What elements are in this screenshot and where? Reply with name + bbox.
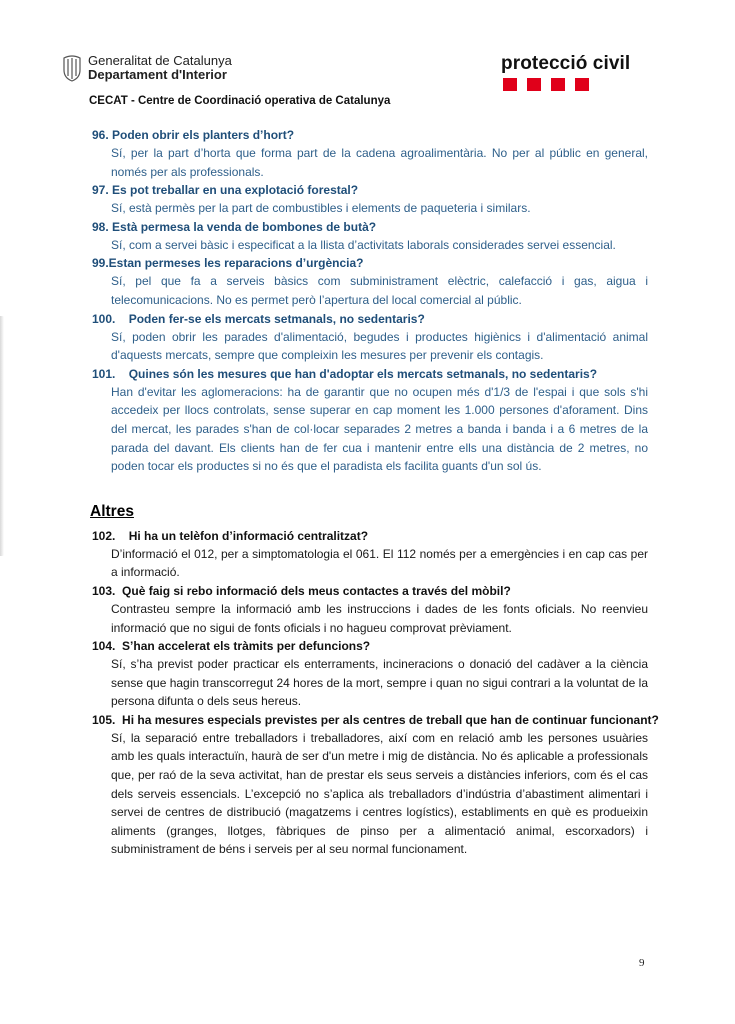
department-name: Departament d'Interior — [88, 67, 227, 82]
red-square — [527, 78, 541, 91]
faq-black-section — [92, 527, 659, 859]
faq-item — [92, 711, 659, 859]
faq-question: 96. Poden obrir els planters d’hort? — [92, 128, 295, 142]
section-title-altres: Altres — [90, 502, 134, 520]
faq-question: 104. S’han accelerat els tràmits per defuncions? — [92, 639, 371, 654]
faq-answer: Sí, poden obrir les parades d'alimentació, begudes i productes higiènics i d'alimentació animal d'aquests mercats, sempre que compleixin les mesures per prevenir els contagis. — [111, 329, 648, 363]
faq-item — [92, 310, 648, 365]
faq-answer: Contrasteu sempre la informació amb les instruccions i dades de les fonts oficials. No reenvieu informació que no sigui de fonts oficials i no hagueu comprovat prèviament. — [111, 601, 648, 635]
proteccio-civil-title: protecció civil — [501, 53, 631, 74]
generalitat-emblem-icon — [62, 54, 82, 82]
faq-item — [92, 181, 648, 218]
faq-question: 103. Què faig si rebo informació dels meus contactes a través del mòbil? — [92, 583, 511, 598]
cecat-header: CECAT - Centre de Coordinació operativa de Catalunya — [89, 95, 391, 107]
faq-answer: Sí, està permès per la part de combustibles i elements de paqueteria i similars. — [111, 201, 531, 216]
faq-blue-section — [92, 126, 648, 476]
faq-item — [92, 126, 648, 181]
red-square — [551, 78, 565, 91]
faq-item — [92, 365, 648, 476]
faq-content — [90, 126, 659, 859]
faq-question: 101. Quines són les mesures que han d'adoptar els mercats setmanals, no sedentaris? — [92, 366, 598, 381]
red-square — [503, 78, 517, 91]
faq-item — [92, 254, 648, 309]
faq-answer: Han d'evitar les aglomeracions: ha de garantir que no ocupen més d'1/3 de l'espai i que sols s'hi accedeix per llocs controlats, sense superar en cap moment les 1.000 persones d'aforament. Dins del mercat, les parades s'han de col·locar separades 2 metres a banda i banda i a 6 metres de la parada del davant. Els clients han de fer cua i mantenir entre ells una distància de 2 metres, no poden tocar els productes si no és que el paradista els facilita guants d'un sol ús. — [111, 384, 648, 474]
faq-question: 99.Estan permeses les reparacions d’urgència? — [92, 256, 364, 271]
faq-answer: D’informació el 012, per a simptomatologia el 061. El 112 només per a emergències i en cap cas per a informació. — [111, 546, 648, 580]
faq-answer: Sí, per la part d’horta que forma part de la cadena agroalimentària. No per al públic en general, només per als professionals. — [111, 146, 648, 179]
faq-question: 102. Hi ha un telèfon d’informació centralitzat? — [92, 528, 369, 543]
page-number: 9 — [639, 957, 645, 969]
faq-question: 98. Està permesa la venda de bombones de butà? — [92, 219, 377, 234]
faq-item — [92, 218, 648, 255]
faq-answer: Sí, la separació entre treballadors i treballadores, així com en relació amb les persones usuàries amb les quals interactuïn, haurà de ser d'un metre i mig de distància. No és aplicable a professionals que, per raó de la seva activitat, han de prestar els seus serveis a distàncies inferiors, com és el cas dels serveis essencials. L’excepció no s’aplica als treballadors d’indústria d’abastiment alimentari i servei de centres de distribució (magatzems i centres logístics), establiments en què es produeixin aliments (granges, llotges, fàbriques de pinso per a alimentació animal, escorxadors) i subministrament de béns i serveis per al seu normal funcionament. — [111, 730, 648, 857]
faq-question: 100. Poden fer-se els mercats setmanals, no sedentaris? — [92, 311, 425, 326]
faq-question: 97. Es pot treballar en una explotació forestal? — [92, 183, 359, 198]
faq-answer: Sí, com a servei bàsic i especificat a la llista d’activitats laborals considerades servei essencial. — [111, 237, 616, 252]
faq-item — [92, 637, 648, 711]
faq-answer: Sí, pel que fa a serveis bàsics com subministrament elèctric, calefacció i gas, aigua i telecomunicacions. No es permet però l’apertura del local comercial al públic. — [111, 274, 648, 307]
faq-answer: Sí, s’ha previst poder practicar els enterraments, incineracions o donació del cadàver a la ciència sense que hagin transcorregut 24 hores de la mort, sempre i quan no sigui contrari a la voluntat de la persona difunta o dels seus hereus. — [111, 657, 648, 709]
page-edge-shadow — [0, 316, 4, 556]
generalitat-logo — [62, 54, 232, 82]
proteccio-civil-logo — [501, 53, 630, 91]
proteccio-civil-squares — [503, 78, 630, 91]
org-name: Generalitat de Catalunya — [88, 53, 232, 68]
red-square — [575, 78, 589, 91]
faq-question: 105. Hi ha mesures especials previstes per als centres de treball que han de continuar funcionant? — [92, 712, 659, 727]
faq-item — [92, 582, 648, 637]
faq-item — [92, 527, 648, 582]
